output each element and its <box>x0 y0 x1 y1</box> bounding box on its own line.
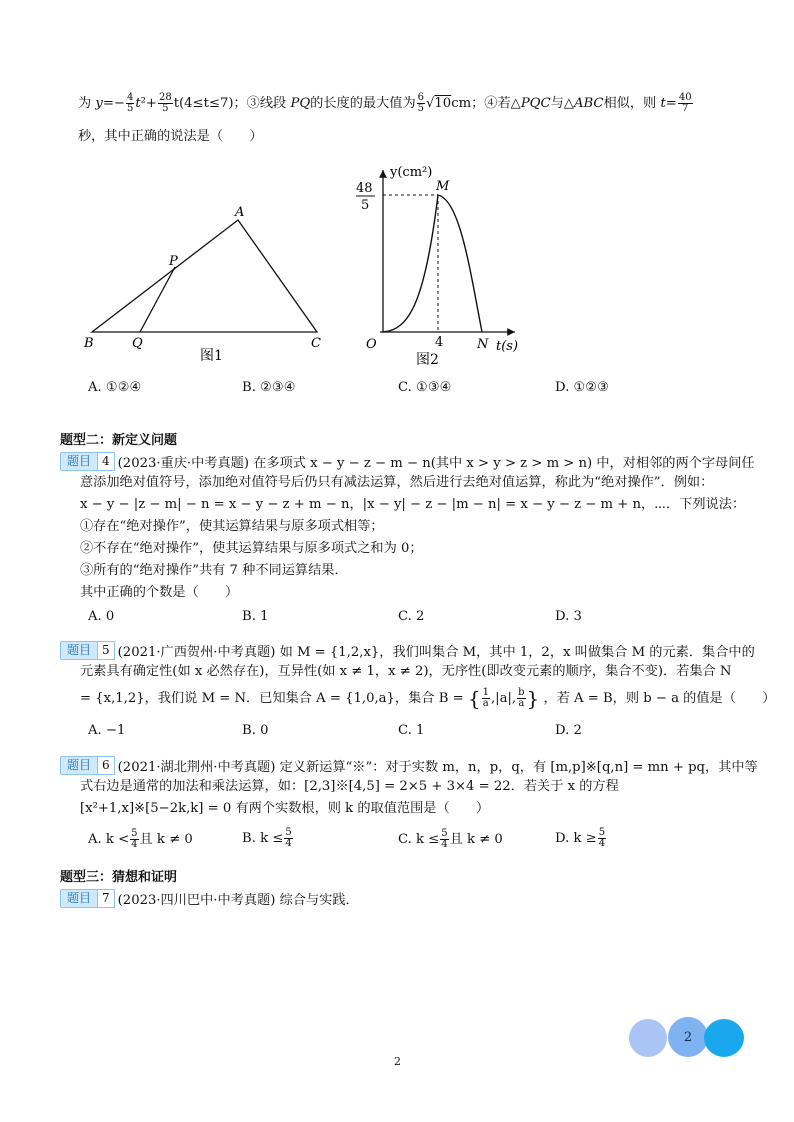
q6-option-d: D. k ≥ $\frac{5}{4}$ <box>555 827 606 849</box>
q6-line-2: 式右边是通常的加法和乘法运算，如：[2,3]※[4,5] = 2×5 + 3×4 = 22．若关于 x 的方程 <box>80 779 619 794</box>
q3-option-d: D. ①②③ <box>555 380 609 395</box>
q4-option-c: C. 2 <box>398 609 425 624</box>
q5-line-3: = {x,1,2}，我们说 M = N．已知集合 A = {1,0,a}，集合 B = { $\frac{1}{a}$ ,|a|, $\frac{b}{a}$ } ，若 A = B，则 b − a 的值是（ ） <box>80 686 776 711</box>
q6-option-c: C. k ≤ $\frac{5}{4}$ 且 k ≠ 0 <box>398 828 503 850</box>
y-axis-label: y(cm²) <box>390 165 433 180</box>
q3-option-b: B. ②③④ <box>242 380 296 395</box>
q7-tag-label: 题目 <box>60 889 98 908</box>
page-badge <box>668 1017 708 1057</box>
q4-line-2: 意添加绝对值符号，添加绝对值符号后仍只有减法运算，然后进行去绝对值运算，称此为“绝对操作”．例如： <box>80 475 714 490</box>
q6-line-1: (2021·湖北荆州·中考真题) 定义新运算“※”：对于实数 m，n，p，q，有 [m,p]※[q,n] = mn + pq，其中等 <box>117 759 758 775</box>
section-2-heading: 题型二：新定义问题 <box>60 433 178 448</box>
curve <box>383 195 482 332</box>
q4-tag-number: 4 <box>98 452 115 471</box>
q5-line-2: 元素具有确定性(如 x 必然存在)，互异性(如 x ≠ 1，x ≠ 2)，无序性(即改变元素的顺序，集合不变)．若集合 N <box>80 664 732 679</box>
q5-option-d: D. 2 <box>555 723 582 738</box>
q4-tag-label: 题目 <box>60 452 98 471</box>
q6-tag-number: 6 <box>98 756 115 775</box>
triangle-abc <box>92 220 317 332</box>
page-footer-number: 2 <box>394 1055 401 1068</box>
q5-option-c: C. 1 <box>398 723 425 738</box>
q6-tag-label: 题目 <box>60 756 98 775</box>
q5-line-1: (2021·广西贺州·中考真题) 如 M = {1,2,x}，我们叫集合 M，其中 1，2，x 叫做集合 M 的元素．集合中的 <box>117 644 755 660</box>
q4-line-7: 其中正确的个数是（ ） <box>80 585 239 600</box>
q6-line-3: [x²+1,x]※[5−2k,k] = 0 有两个实数根，则 k 的取值范围是（ ） <box>80 801 490 816</box>
q7-tag-number: 7 <box>98 889 115 908</box>
label-q: Q <box>132 336 143 351</box>
figure-1 <box>80 200 340 370</box>
q4-option-b: B. 1 <box>242 609 269 624</box>
label-n: N <box>477 337 489 352</box>
q6-option-b: B. k ≤ $\frac{5}{4}$ <box>242 827 292 849</box>
q7-line-1: (2023·四川巴中·中考真题) 综合与实践． <box>117 892 359 908</box>
caption-fig2: 图2 <box>416 352 439 368</box>
q5-option-a: A. −1 <box>88 723 126 738</box>
q5-tag-number: 5 <box>98 641 115 660</box>
label-m: M <box>436 179 450 194</box>
q5-tag <box>60 641 755 659</box>
section-3-heading: 题型三：猜想和证明 <box>60 870 178 885</box>
label-a: A <box>235 205 245 220</box>
q4-line-6: ③所有的“绝对操作”共有 7 种不同运算结果． <box>80 563 348 578</box>
ymax-den: 5 <box>361 198 370 213</box>
label-p: P <box>169 254 178 269</box>
label-b: B <box>84 336 94 351</box>
badge-circle-right <box>704 1019 744 1057</box>
q5-option-b: B. 0 <box>242 723 269 738</box>
x-axis-label: t(s) <box>496 339 519 354</box>
q4-option-d: D. 3 <box>555 609 582 624</box>
segment-pq <box>140 267 175 332</box>
q4-tag <box>60 452 755 470</box>
q3-option-c: C. ①③④ <box>398 380 452 395</box>
q4-line-1: (2023·重庆·中考真题) 在多项式 x − y − z − m − n(其中 x > y > z > m > n) 中，对相邻的两个字母间任 <box>117 455 755 471</box>
q5-tag-label: 题目 <box>60 641 98 660</box>
badge-circle-left <box>629 1019 667 1057</box>
label-c: C <box>311 336 321 351</box>
page-badge-number: 2 <box>683 1029 693 1045</box>
q4-option-a: A. 0 <box>88 609 115 624</box>
q4-line-4: ①存在“绝对操作”，使其运算结果与原多项式相等； <box>80 519 384 534</box>
figure-2 <box>350 160 530 370</box>
intro-line-1: 为 y=− $\frac{4}{5}$ t²+ $\frac{28}{5}$ t(4≤t≤7)；③线段 PQ的长度的最大值为 $\frac{6}{5}$ √10cm；④若△PQC与△ABC相似，则 t= $\frac{40}{7}$ <box>78 92 692 114</box>
label-o: O <box>366 337 377 352</box>
q7-tag <box>60 889 359 907</box>
q3-option-a: A. ①②④ <box>88 380 142 395</box>
q6-option-a: A. k < $\frac{5}{4}$ 且 k ≠ 0 <box>88 828 193 850</box>
x-tick-4: 4 <box>435 335 444 350</box>
intro-line-2: 秒，其中正确的说法是（ ） <box>78 129 263 144</box>
ymax-num: 48 <box>356 181 373 196</box>
q6-tag <box>60 756 758 774</box>
caption-fig1: 图1 <box>200 348 223 364</box>
q4-line-3: x − y − |z − m| − n = x − y − z + m − n，|x − y| − z − |m − n| = x − y − z − m + n，⋯．下列说法： <box>80 497 746 512</box>
q4-line-5: ②不存在“绝对操作”，使其运算结果与原多项式之和为 0； <box>80 541 423 556</box>
